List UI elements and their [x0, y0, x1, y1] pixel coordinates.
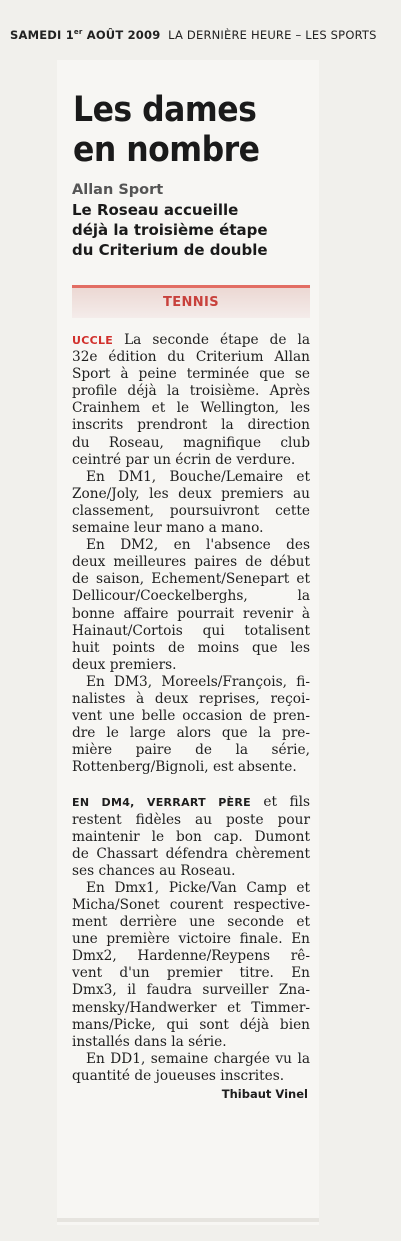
run-in-lead: EN DM4, VERRART PÈRE — [72, 796, 251, 810]
article-body — [72, 332, 310, 1085]
section-banner — [72, 285, 310, 318]
paragraph: En DM2, en l'absence des deux meilleures paires de début de saison, Echement/Senepart et Dellicour/Coeckelberghs, la bonne affaire pourrait revenir à Hainaut/Cortois qui totalisent huit points de moins que les deux premiers. — [72, 537, 310, 673]
paragraph: EN DM4, VERRART PÈRE et fils restent fidèles au poste pour maintenir le bon cap. Dumont de Chassart défendra chèrement ses chances au Roseau. — [72, 794, 310, 879]
paragraph: En Dmx1, Picke/Van Camp et Micha/Sonet courent respective- ment derrière une seconde et une première victoire finale. En Dmx2, Hardenne/Reypens rê- vent d'un premier titre. En Dmx3, il faudra surveiller Zna- mensky/Handwerker et Timmer- mans/Picke, qui sont déjà bien installés dans la série. — [72, 879, 310, 1050]
article-kicker: Allan Sport — [72, 182, 164, 198]
paragraph: En DM1, Bouche/Lemaire et Zone/Joly, les deux premiers au classement, poursuivront cette semaine leur mano a mano. — [72, 468, 310, 537]
dateline: UCCLE — [72, 334, 114, 347]
header-publication: LA DERNIÈRE HEURE – LES SPORTS — [168, 28, 377, 42]
header-date: SAMEDI 1er AOÛT 2009 — [10, 28, 161, 42]
page-header — [10, 28, 401, 42]
section-label: TENNIS — [162, 295, 220, 310]
article-title: Les dames en nombre — [73, 90, 260, 170]
article-subtitle: Le Roseau accueille déjà la troisième étape du Criterium de double — [72, 201, 268, 259]
paragraph: UCCLE La seconde étape de la 32e édition du Criterium Allan Sport à peine terminée que se profile déjà la troisième. Après Crainhem et le Wellington, les inscrits prendront la direction du Roseau, magnifique club ceintré par un écrin de verdure. — [72, 332, 310, 468]
paragraph: En DD1, semaine chargée vu la quantité de joueuses inscrites. — [72, 1050, 310, 1084]
author-byline: Thibaut Vinel — [221, 1087, 308, 1102]
clipping-edge — [57, 1218, 319, 1222]
article-column — [72, 62, 310, 1101]
paragraph: En DM3, Moreels/François, fi- nalistes à deux reprises, reçoi- vent une belle occasion de pren- dre le large alors que la pre- mière paire de la série, Rottenberg/Bignoli, est absente. — [72, 673, 310, 776]
